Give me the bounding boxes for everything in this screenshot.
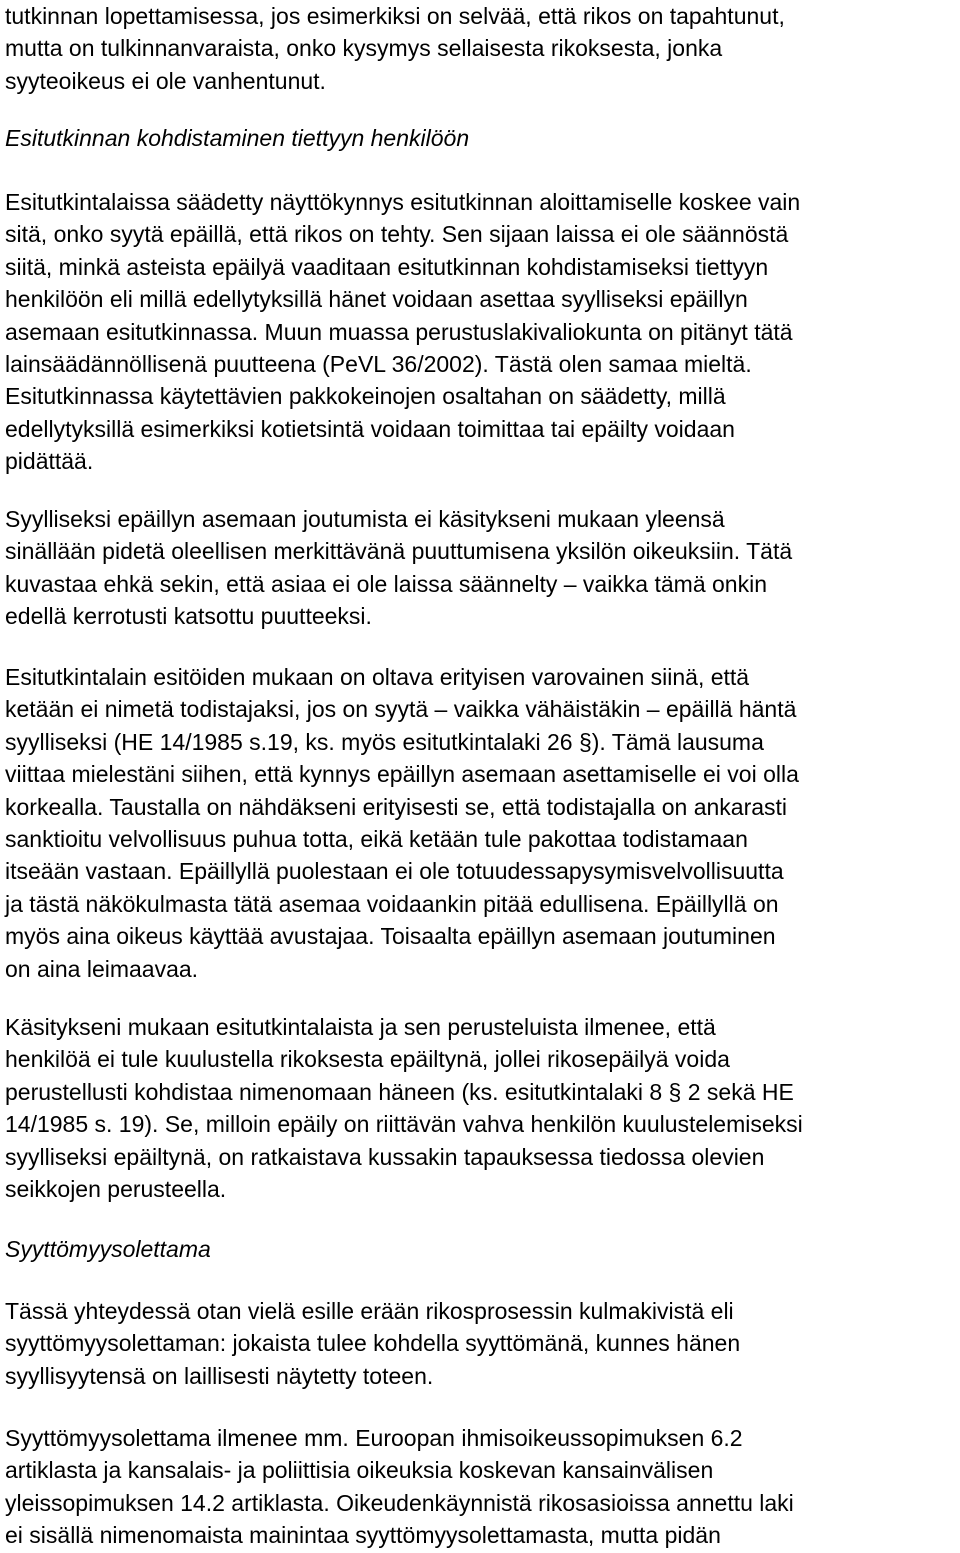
text-line: henkilöön eli millä edellytyksillä hänet voidaan asettaa syylliseksi epäillyn <box>5 286 748 313</box>
text-line: Esitutkinnassa käytettävien pakkokeinojen osaltahan on säädetty, millä <box>5 383 726 410</box>
text-line: sitä, onko syytä epäillä, että rikos on tehty. Sen sijaan laissa ei ole säännöstä <box>5 221 789 248</box>
text-line: korkealla. Taustalla on nähdäkseni erityisesti se, että todistajalla on ankarasti <box>5 793 788 820</box>
text-line: itseään vastaan. Epäillyllä puolestaan ei ole totuudessapysymisvelvollisuutta <box>5 858 784 885</box>
text-line: Käsitykseni mukaan esitutkintalaista ja sen perusteluista ilmenee, että <box>5 1014 716 1040</box>
heading-text: Esitutkinnan kohdistaminen tiettyyn henkilöön <box>5 125 470 151</box>
text-line: syylliseksi (HE 14/1985 s.19, ks. myös esitutkintalaki 26 §). Tämä lausuma <box>5 728 764 755</box>
paragraph-syyttomyysolettama-maaritelma <box>5 1295 740 1392</box>
text-line: seikkojen perusteella. <box>5 1176 227 1203</box>
text-line: siitä, minkä asteista epäilyä vaaditaan esitutkinnan kohdistamiseksi tiettyyn <box>5 253 769 280</box>
text-line: syylliseksi epäiltynä, on ratkaistava kussakin tapauksessa tiedossa olevien <box>5 1143 765 1170</box>
text-line: mutta on tulkinnanvaraista, onko kysymys sellaisesta rikoksesta, jonka <box>5 35 723 62</box>
text-line: 14/1985 s. 19). Se, milloin epäily on riittävän vahva henkilön kuulustelemiseksi <box>5 1111 803 1138</box>
text-line: Tässä yhteydessä otan vielä esille erään rikosprosessin kulmakivistä eli <box>5 1298 734 1324</box>
text-line: Esitutkintalaissa säädetty näyttökynnys esitutkinnan aloittamiselle koskee vain <box>5 189 801 215</box>
text-line: sanktioitu velvollisuus puhua totta, eikä ketään tule pakottaa todistamaan <box>5 826 748 853</box>
section-heading-syyttomyysolettama <box>5 1233 211 1265</box>
text-line: ketään ei nimetä todistajaksi, jos on syytä – vaikka vähäistäkin – epäillä häntä <box>5 696 797 723</box>
paragraph-syyttomyysolettama-lahteet <box>5 1422 794 1552</box>
text-line: syyttömyysolettaman: jokaista tulee kohdella syyttömänä, kunnes hänen <box>5 1330 741 1357</box>
text-line: artiklasta ja kansalais- ja poliittisia oikeuksia koskevan kansainvälisen <box>5 1457 714 1484</box>
text-line: edellytyksillä esimerkiksi kotietsintä voidaan toimittaa tai epäilty voidaan <box>5 415 735 442</box>
heading-text: Syyttömyysolettama <box>5 1236 211 1262</box>
text-line: Esitutkintalain esitöiden mukaan on oltava erityisen varovainen siinä, että <box>5 664 750 690</box>
text-line: lainsäädännöllisenä puutteena (PeVL 36/2002). Tästä olen samaa mieltä. <box>5 351 752 378</box>
text-line: perustellusti kohdistaa nimenomaan häneen (ks. esitutkintalaki 8 § 2 sekä HE <box>5 1078 794 1105</box>
text-line: edellä kerrotusti katsottu puutteeksi. <box>5 603 372 630</box>
paragraph-kasitykseni <box>5 1011 803 1205</box>
text-line: viittaa mielestäni siihen, että kynnys epäillyn asemaan asettamiselle ei voi olla <box>5 761 799 788</box>
paragraph-intro <box>5 0 785 97</box>
text-line: syyteoikeus ei ole vanhentunut. <box>5 67 326 94</box>
text-line: pidättää. <box>5 448 94 475</box>
text-line: tutkinnan lopettamisessa, jos esimerkiksi on selvää, että rikos on tapahtunut, <box>5 3 785 29</box>
paragraph-esitoiden-mukaan <box>5 661 799 985</box>
text-line: syyllisyytensä on laillisesti näytetty toteen. <box>5 1362 434 1389</box>
text-line: kuvastaa ehkä sekin, että asiaa ei ole laissa säännelty – vaikka tämä onkin <box>5 570 767 597</box>
text-line: myös aina oikeus käyttää avustajaa. Toisaalta epäillyn asemaan joutuminen <box>5 923 776 950</box>
text-line: asemaan esitutkinnassa. Muun muassa perustuslakivaliokunta on pitänyt tätä <box>5 318 793 345</box>
text-line: Syylliseksi epäillyn asemaan joutumista ei käsitykseni mukaan yleensä <box>5 506 725 532</box>
text-line: ja tästä näkökulmasta tätä asemaa voidaankin pitää edullisena. Epäillyllä on <box>5 890 779 917</box>
text-line: ei sisällä nimenomaista mainintaa syyttömyysolettamasta, mutta pidän <box>5 1522 721 1549</box>
section-heading-kohdistaminen <box>5 122 469 154</box>
text-line: yleissopimuksen 14.2 artiklasta. Oikeudenkäynnistä rikosasioissa annettu laki <box>5 1489 794 1516</box>
paragraph-nayttokynnys <box>5 186 800 478</box>
text-line: Syyttömyysolettama ilmenee mm. Euroopan ihmisoikeussopimuksen 6.2 <box>5 1425 743 1451</box>
text-line: sinällään pidetä oleellisen merkittävänä puuttumisena yksilön oikeuksiin. Tätä <box>5 538 793 565</box>
text-line: on aina leimaavaa. <box>5 955 199 982</box>
text-line: henkilöä ei tule kuulustella rikoksesta epäiltynä, jollei rikosepäilyä voida <box>5 1046 730 1073</box>
paragraph-syylliseksi-epaillyn-asema <box>5 503 792 633</box>
